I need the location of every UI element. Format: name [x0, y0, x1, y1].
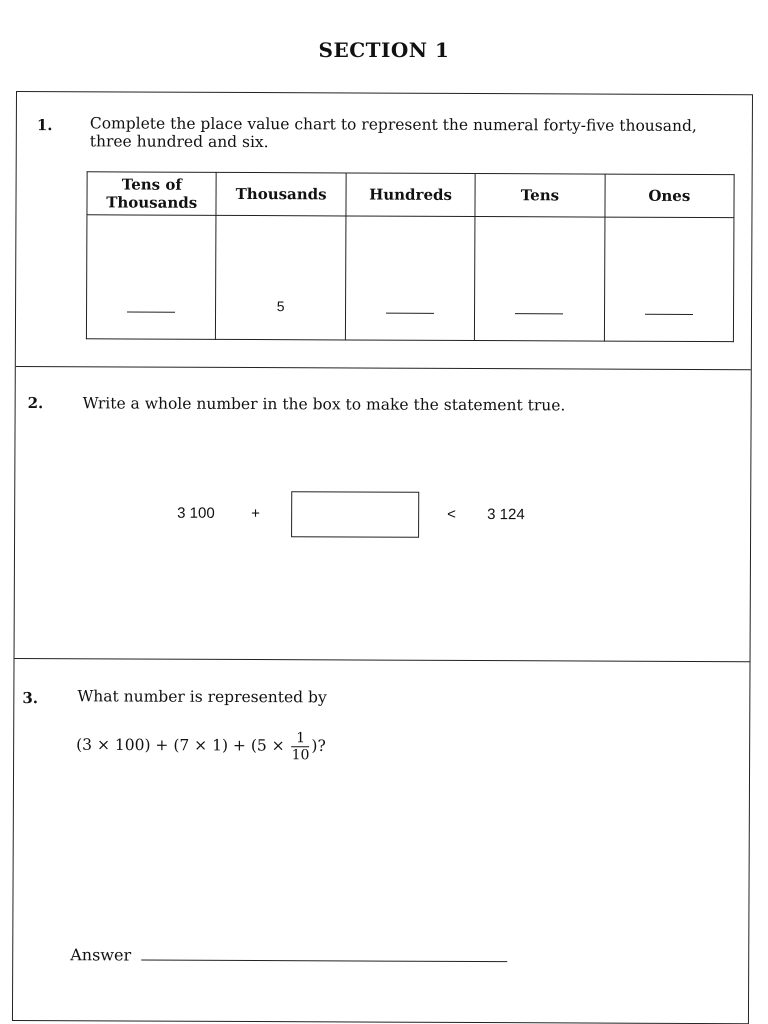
question-frame: [12, 91, 753, 1024]
answer-blank[interactable]: [515, 313, 563, 314]
cell-tens[interactable]: [475, 217, 605, 342]
fraction-denominator: 10: [291, 747, 310, 764]
expression-part: )?: [311, 736, 326, 755]
question-divider: [15, 658, 750, 662]
place-value-table: [86, 171, 735, 342]
header-tens: Tens: [475, 174, 605, 218]
answer-blank[interactable]: [386, 313, 434, 314]
header-hundreds: Hundreds: [346, 173, 476, 217]
question-1: [17, 92, 752, 315]
plus-operator: +: [251, 505, 260, 523]
comparison-operator: <: [447, 505, 456, 523]
answer-blank[interactable]: [127, 311, 175, 312]
answer-box[interactable]: [291, 491, 419, 538]
cell-tens-of-thousands[interactable]: [86, 215, 216, 340]
fraction: [292, 730, 310, 763]
section-title: SECTION 1: [318, 38, 450, 62]
question-divider: [16, 366, 751, 370]
question-number: 3.: [22, 689, 39, 708]
answer-line[interactable]: [141, 960, 507, 963]
question-number: 2.: [27, 394, 44, 413]
math-expression: [76, 729, 326, 763]
header-tens-of-thousands: Tens of Thousands: [87, 172, 217, 216]
question-text: Complete the place value chart to represent the numeral forty-five thousand, three hundred and six.: [89, 114, 697, 152]
cell-hundreds[interactable]: [345, 216, 475, 341]
answer-label: Answer: [70, 945, 132, 965]
question-number: 1.: [36, 116, 53, 135]
header-ones: Ones: [605, 174, 735, 218]
question-text: Write a whole number in the box to make the statement true.: [82, 394, 566, 415]
question-text: What number is represented by: [77, 687, 327, 707]
right-operand: 3 124: [487, 506, 525, 524]
cell-ones[interactable]: [604, 217, 734, 342]
answer-blank[interactable]: [645, 314, 693, 315]
cell-thousands: [216, 215, 346, 340]
header-thousands: Thousands: [216, 172, 346, 216]
left-operand: 3 100: [177, 504, 215, 522]
given-digit: 5: [276, 298, 285, 315]
fraction-numerator: 1: [292, 730, 310, 747]
expression-part: (3 × 100) + (7 × 1) + (5 ×: [76, 735, 285, 755]
